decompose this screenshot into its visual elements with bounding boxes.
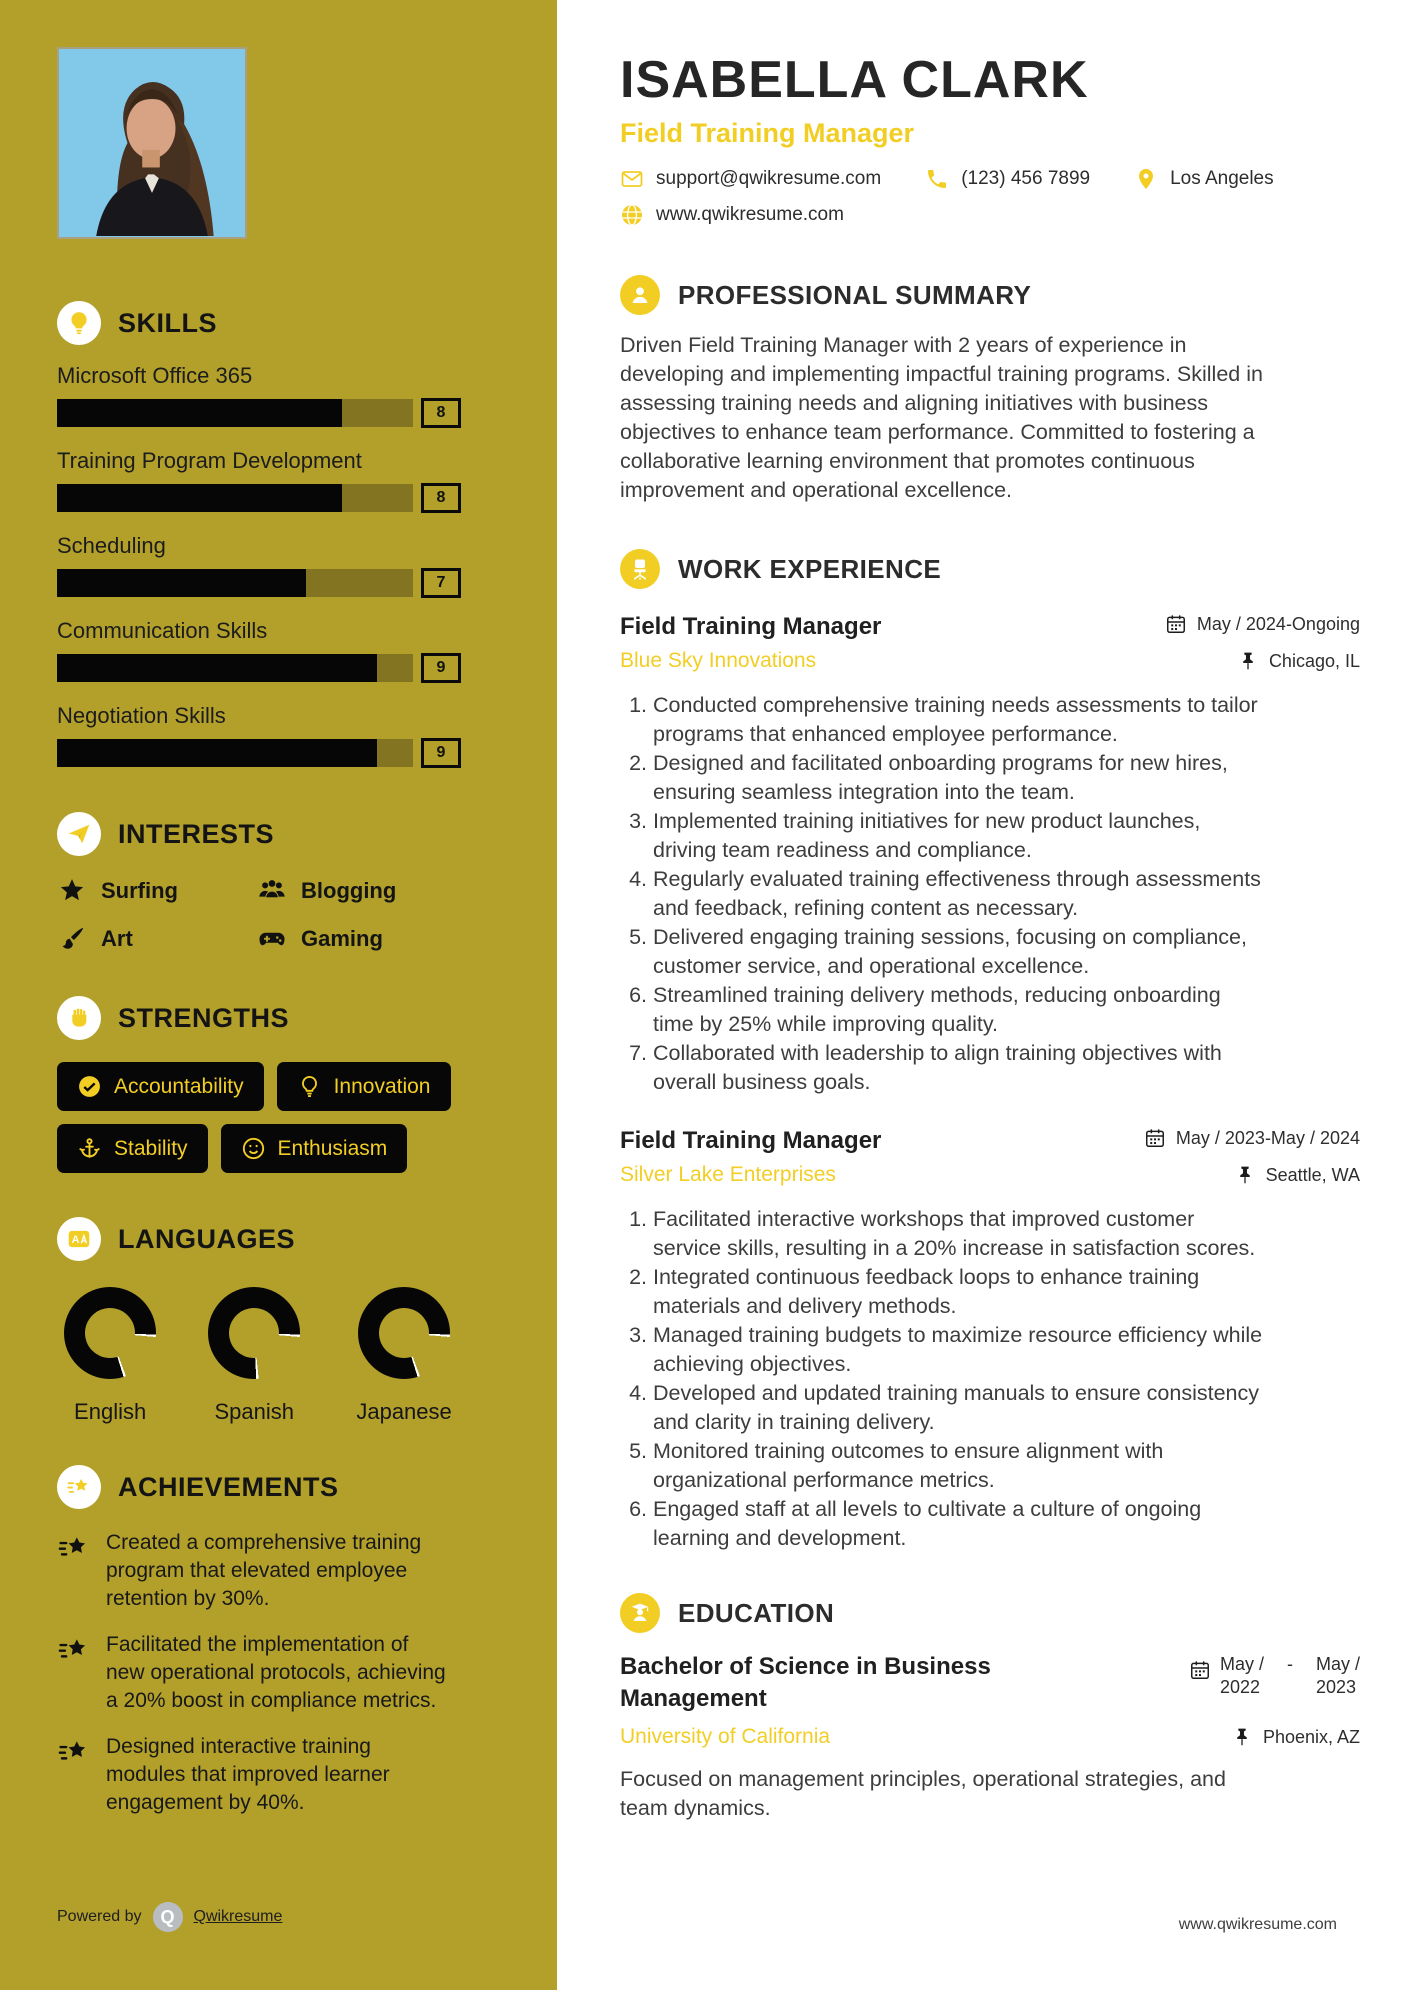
strength-pill: [57, 1124, 208, 1173]
check-circle-icon: [77, 1074, 102, 1099]
interest-label: Art: [101, 926, 133, 951]
shooting-star-icon: [57, 1735, 91, 1769]
work-experience-section: [620, 549, 1360, 1553]
summary-title: PROFESSIONAL SUMMARY: [678, 279, 1032, 310]
interests-section: [57, 812, 463, 954]
contact-row: [620, 203, 1360, 227]
skill-label: Microsoft Office 365: [57, 363, 253, 388]
education-title: EDUCATION: [678, 1597, 835, 1628]
language-donut-chart: [358, 1287, 450, 1379]
page-footer-website[interactable]: www.qwikresume.com: [1178, 1916, 1337, 1933]
achievement-list: [57, 1529, 463, 1817]
person-icon: [620, 275, 660, 315]
portrait-illustration: [59, 49, 245, 237]
contact-row: [620, 167, 1360, 191]
job-dates-text: May / 2024-Ongoing: [1196, 613, 1360, 634]
skills-section: [57, 301, 463, 768]
interest-item: [57, 876, 257, 906]
languages-header: [57, 1217, 463, 1261]
job-bullet: 6. Streamlined training delivery methods, reducing onboarding time by 25% while improving quality.: [653, 981, 1265, 1039]
skill-bar: [57, 569, 413, 597]
sidebar-footer: [57, 1902, 282, 1932]
job-location-text: Chicago, IL: [1268, 650, 1360, 671]
strength-label: Accountability: [114, 1074, 244, 1098]
calendar-icon: [1144, 1127, 1166, 1149]
pushpin-icon: [1231, 1726, 1253, 1748]
profile-photo: [57, 47, 247, 239]
job-role: Field Training Manager: [620, 613, 882, 640]
users-icon: [257, 876, 287, 906]
main-content: [557, 0, 1407, 1990]
skill-item: [57, 448, 463, 513]
education-section: [620, 1593, 1360, 1823]
interests-header: [57, 812, 463, 856]
languages-section: [57, 1217, 463, 1425]
skill-list: [57, 363, 463, 768]
job-bullet: 7. Collaborated with leadership to align training objectives with overall business goals.: [653, 1039, 1265, 1097]
interests-title: INTERESTS: [118, 818, 275, 849]
website-contact: [620, 203, 844, 227]
language-label: Spanish: [214, 1399, 294, 1424]
skill-score-badge: 7: [421, 568, 461, 598]
shooting-star-icon: [57, 1465, 101, 1509]
calendar-icon: [1189, 1659, 1211, 1681]
envelope-icon: [620, 167, 644, 191]
language-donuts: [57, 1287, 463, 1425]
strength-label: Enthusiasm: [277, 1136, 388, 1160]
job-bullet-list: [620, 691, 1265, 1097]
strength-pills: [57, 1062, 477, 1173]
achievement-item: [57, 1631, 463, 1715]
language-label: English: [74, 1399, 147, 1424]
job-bullet-list: [620, 1205, 1265, 1553]
job-bullet: 1. Conducted comprehensive training needs assessments to tailor programs that enhanced employee performance.: [653, 691, 1265, 749]
skill-score-badge: 9: [421, 653, 461, 683]
skill-bar: [57, 399, 413, 427]
qwikresume-link[interactable]: Qwikresume: [193, 1908, 283, 1925]
calendar-icon: [1165, 613, 1187, 635]
pushpin-icon: [1234, 1164, 1256, 1186]
paintbrush-icon: [57, 924, 87, 954]
shooting-star-icon: [57, 1633, 91, 1667]
strengths-section: [57, 996, 463, 1173]
skill-item: [57, 363, 463, 428]
job-bullet: 1. Facilitated interactive workshops that improved customer service skills, resulting in a 20% increase in satisfaction scores.: [653, 1205, 1265, 1263]
language-item: [195, 1287, 313, 1425]
smiley-icon: [241, 1136, 266, 1161]
interest-item: [257, 924, 463, 954]
skill-item: [57, 618, 463, 683]
job-bullet: 5. Delivered engaging training sessions, focusing on compliance, customer service, and operational excellence.: [653, 923, 1265, 981]
globe-icon: [620, 203, 644, 227]
education-dates: [1189, 1653, 1360, 1715]
school-name: University of California: [620, 1725, 831, 1748]
sidebar: [0, 0, 557, 1990]
achievement-text: Designed interactive training modules that improved learner engagement by 40%.: [106, 1735, 390, 1814]
date-separator: -: [1286, 1654, 1293, 1674]
job-bullet: 5. Monitored training outcomes to ensure alignment with organizational performance metrics.: [653, 1437, 1265, 1495]
skills-title: SKILLS: [118, 307, 218, 338]
job-entry: [620, 1127, 1360, 1553]
job-dates-text: May / 2023-May / 2024: [1175, 1127, 1360, 1148]
skill-label: Scheduling: [57, 533, 166, 558]
pushpin-icon: [1237, 650, 1259, 672]
interest-label: Blogging: [301, 878, 397, 903]
job-bullet: 6. Engaged staff at all levels to cultivate a culture of ongoing learning and development.: [653, 1495, 1265, 1553]
language-item: [57, 1287, 163, 1425]
job-bullet: 4. Regularly evaluated training effectiveness through assessments and feedback, refining content as necessary.: [653, 865, 1265, 923]
graduate-icon: [620, 1593, 660, 1633]
job-location-text: Seattle, WA: [1265, 1164, 1360, 1185]
lightbulb-icon: [57, 301, 101, 345]
interest-item: [57, 924, 257, 954]
job-bullet: 3. Managed training budgets to maximize resource efficiency while achieving objectives.: [653, 1321, 1265, 1379]
achievement-item: [57, 1529, 463, 1613]
job-location: [1234, 1164, 1360, 1186]
skill-bar: [57, 654, 413, 682]
interest-label: Gaming: [301, 926, 383, 951]
job-role: Field Training Manager: [620, 1127, 882, 1154]
shooting-star-icon: [57, 1531, 91, 1565]
summary-header: [620, 275, 1360, 315]
translate-icon: [57, 1217, 101, 1261]
skills-header: [57, 301, 463, 345]
strength-label: Innovation: [333, 1074, 431, 1098]
phone-icon: [925, 167, 949, 191]
strength-pill: [57, 1062, 264, 1111]
degree-name: Bachelor of Science in Business Management: [620, 1653, 991, 1712]
email-text[interactable]: support@qwikresume.com: [656, 168, 882, 189]
skill-score-badge: 8: [421, 483, 461, 513]
qwikresume-logo: Q: [153, 1902, 183, 1932]
candidate-name: ISABELLA CLARK: [620, 51, 1089, 109]
interest-label: Surfing: [101, 878, 178, 903]
achievements-title: ACHIEVEMENTS: [118, 1471, 339, 1502]
email-contact: [620, 167, 881, 191]
job-bullet: 4. Developed and updated training manuals to ensure consistency and clarity in training delivery.: [653, 1379, 1265, 1437]
strength-pill: [221, 1124, 408, 1173]
job-location: [1237, 650, 1360, 672]
language-donut-chart: [208, 1287, 300, 1379]
gamepad-icon: [257, 924, 287, 954]
work-header: [620, 549, 1360, 589]
job-company: Blue Sky Innovations: [620, 649, 817, 672]
language-donut-chart: [64, 1287, 156, 1379]
skill-label: Training Program Development: [57, 448, 362, 473]
strengths-header: [57, 996, 463, 1040]
phone-text: (123) 456 7899: [961, 168, 1091, 189]
map-pin-icon: [1134, 167, 1158, 191]
skill-label: Negotiation Skills: [57, 703, 226, 728]
job-bullet: 3. Implemented training initiatives for new product launches, driving team readiness and compliance.: [653, 807, 1265, 865]
skill-item: [57, 533, 463, 598]
summary-text: Driven Field Training Manager with 2 years of experience in developing and implementing impactful training programs. Skilled in assessing training needs and aligning initiatives with business objectives to enhance team performance. Committed to fostering a collaborative learning environment that promotes continuous improvement and operational excellence.: [620, 333, 1263, 502]
interest-item: [257, 876, 463, 906]
strength-pill: [277, 1062, 451, 1111]
work-title: WORK EXPERIENCE: [678, 553, 942, 584]
job-dates: [1144, 1127, 1360, 1149]
phone-contact: [925, 167, 1090, 191]
date-end: May / 2023: [1315, 1654, 1360, 1697]
location-contact: [1134, 167, 1274, 191]
job-bullet: 2. Integrated continuous feedback loops to enhance training materials and delivery methods.: [653, 1263, 1265, 1321]
languages-title: LANGUAGES: [118, 1223, 296, 1254]
job-entry: [620, 613, 1360, 1097]
job-bullet: 2. Designed and facilitated onboarding programs for new hires, ensuring seamless integration into the team.: [653, 749, 1265, 807]
date-start: May / 2022: [1219, 1654, 1264, 1697]
paper-plane-icon: [57, 812, 101, 856]
achievement-item: [57, 1733, 463, 1817]
job-dates: [1165, 613, 1360, 635]
job-company: Silver Lake Enterprises: [620, 1163, 836, 1186]
education-location-text: Phoenix, AZ: [1262, 1726, 1360, 1747]
achievements-header: [57, 1465, 463, 1509]
website-text[interactable]: www.qwikresume.com: [656, 204, 844, 225]
skill-score-badge: 8: [421, 398, 461, 428]
location-text: Los Angeles: [1170, 168, 1274, 189]
anchor-icon: [77, 1136, 102, 1161]
lightbulb-icon: [297, 1074, 322, 1099]
star-icon: [57, 876, 87, 906]
svg-text:A: A: [71, 1233, 80, 1246]
skill-bar: [57, 739, 413, 767]
fist-icon: [57, 996, 101, 1040]
education-description: Focused on management principles, operational strategies, and team dynamics.: [620, 1767, 1226, 1820]
skill-bar: [57, 484, 413, 512]
achievements-section: [57, 1465, 463, 1817]
skill-label: Communication Skills: [57, 618, 268, 643]
language-label: Japanese: [356, 1399, 452, 1424]
education-location: [1231, 1726, 1360, 1748]
achievement-text: Created a comprehensive training program that elevated employee retention by 30%.: [106, 1531, 422, 1610]
language-item: [345, 1287, 463, 1425]
education-header: [620, 1593, 1360, 1633]
achievement-text: Facilitated the implementation of new operational protocols, achieving a 20% boost in compliance metrics.: [106, 1633, 446, 1712]
candidate-title: Field Training Manager: [620, 118, 915, 148]
office-chair-icon: [620, 549, 660, 589]
skill-item: [57, 703, 463, 768]
powered-by-label: Powered by: [57, 1908, 142, 1925]
strength-label: Stability: [114, 1136, 188, 1160]
summary-section: [620, 275, 1360, 505]
skill-score-badge: 9: [421, 738, 461, 768]
strengths-title: STRENGTHS: [118, 1002, 290, 1033]
interests-grid: [57, 876, 463, 954]
